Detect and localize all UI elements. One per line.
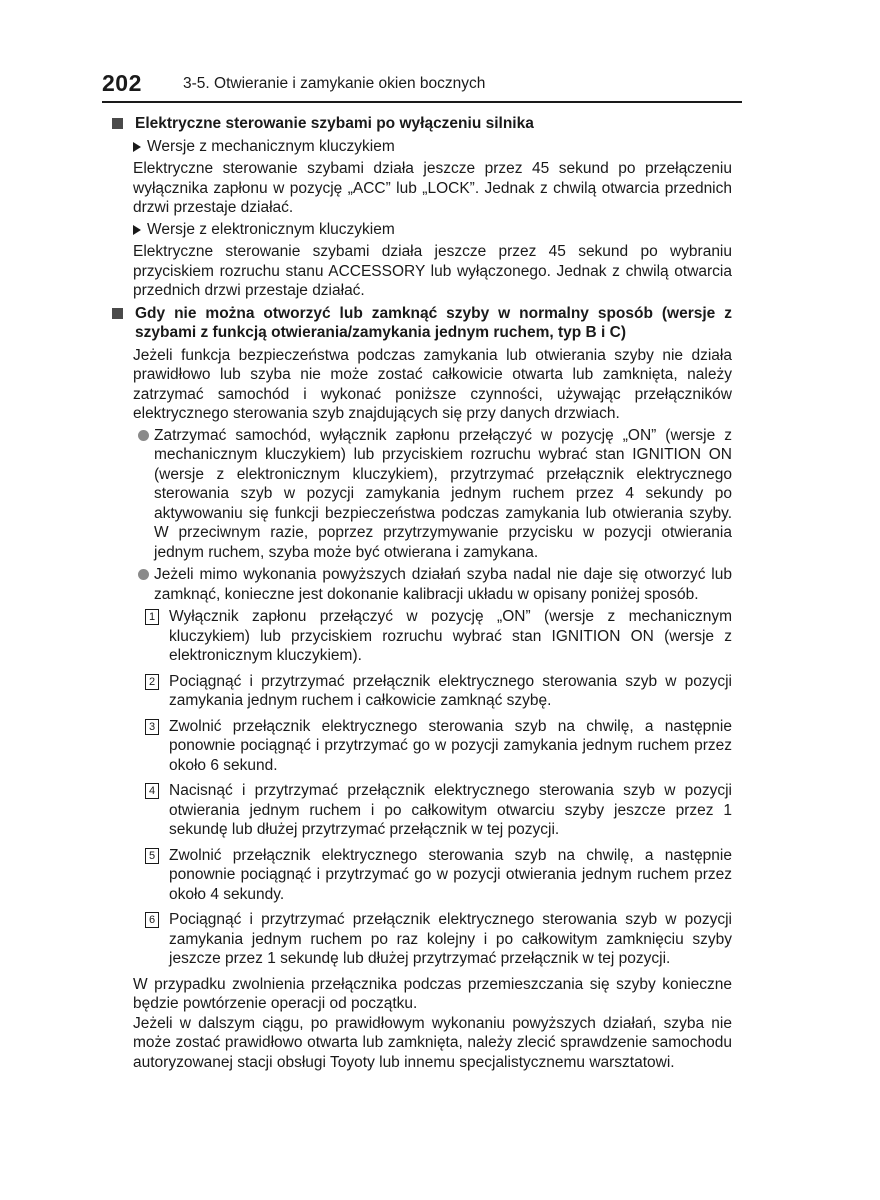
step-item xyxy=(145,846,732,905)
step-text: Zwolnić przełącznik elektrycznego sterowania szyb na chwilę, a następnie ponownie pociągnąć i przytrzymać go w pozycji zamykania jednym ruchem przez około 6 sekund. xyxy=(169,717,732,774)
bullet-text: Jeżeli mimo wykonania powyższych działań szyba nadal nie daje się otworzyć lub zamknąć, konieczne jest dokonanie kalibracji układu w opisany poniżej sposób. xyxy=(154,566,732,603)
step-text: Nacisnąć i przytrzymać przełącznik elektrycznego sterowania szyb w pozycji otwierania jednym ruchem i po całkowitym otwarciu szyby jeszcze przez 1 sekundę lub dłużej przytrzymać przełącznik w tej pozycji. xyxy=(169,782,732,838)
triangle-bullet-icon xyxy=(133,142,141,152)
step-number: 4 xyxy=(145,783,159,799)
circle-bullet-icon xyxy=(138,569,149,580)
section-title: Elektryczne sterowanie szybami po wyłączeniu silnika xyxy=(135,115,534,132)
list-item xyxy=(138,426,732,563)
step-number: 3 xyxy=(145,719,159,735)
step-text: Zwolnić przełącznik elektrycznego sterowania szyb na chwilę, a następnie ponownie pociągnąć i przytrzymać go w pozycji otwierania jednym ruchem przez około 4 sekundy. xyxy=(169,846,732,903)
step-item xyxy=(145,781,732,840)
subheading-electronic-key xyxy=(133,220,732,240)
step-item xyxy=(145,717,732,776)
bullet-text: Zatrzymać samochód, wyłącznik zapłonu przełączyć w pozycję „ON” (wersje z mechanicznym kluczykiem) lub przyciskiem rozruchu wybrać stan IGNITION ON (wersje z elektronicznym kluczykiem), przytrzymać przełącznik elektrycznego sterowania szyb w pozycji zamykania jednym ruchem przez 4 sekundy po aktywowaniu się funkcji bezpieczeństwa podczas zamykania lub otwierania szyby. W przeciwnym razie, poprzez przytrzymywanie przycisku w pozycji otwierania jednym ruchem, szyba może być otwierana i zamykana. xyxy=(154,426,732,561)
step-item xyxy=(145,910,732,969)
step-item xyxy=(145,672,732,711)
square-bullet-icon xyxy=(112,118,123,129)
subheading-label: Wersje z mechanicznym kluczykiem xyxy=(147,137,395,155)
subheading-mechanical-key xyxy=(133,137,732,157)
step-number: 5 xyxy=(145,848,159,864)
step-text: Pociągnąć i przytrzymać przełącznik elektrycznego sterowania szyb w pozycji zamykania jednym ruchem po raz kolejny i po całkowitym zamknięciu szyby jeszcze przez 1 sekundę lub dłużej przytrzymać przełącznik w tej pozycji. xyxy=(169,911,732,967)
subheading-label: Wersje z elektronicznym kluczykiem xyxy=(147,220,395,238)
page-content xyxy=(112,114,732,1072)
square-bullet-icon xyxy=(112,308,123,319)
page-number: 202 xyxy=(102,70,142,96)
header-rule xyxy=(102,101,742,103)
triangle-bullet-icon xyxy=(133,225,141,235)
step-text: Wyłącznik zapłonu przełączyć w pozycję „ON” (wersje z mechanicznym kluczykiem) lub przyciskiem rozruchu wybrać stan IGNITION ON (wersje z elektronicznym kluczykiem). xyxy=(169,608,732,664)
step-number: 1 xyxy=(145,609,159,625)
circle-bullet-icon xyxy=(138,430,149,441)
paragraph-note-repeat: W przypadku zwolnienia przełącznika podczas przemieszczania się szyby konieczne będzie powtórzenie operacji od początku. xyxy=(133,975,732,1012)
paragraph-intro: Jeżeli funkcja bezpieczeństwa podczas zamykania lub otwierania szyby nie działa prawidłowo lub szyba nie może zostać całkowicie otwarta lub zamknięta, należy zatrzymać samochód i wykonać poniższe czynności, używając przełączników elektrycznego sterowania szyb znajdujących się przy danych drzwiach. xyxy=(133,346,732,422)
section-title: Gdy nie można otworzyć lub zamknąć szyby w normalny sposób (wersje z szybami z funkcją otwierania/zamykania jednym ruchem, typ B i C) xyxy=(135,304,732,341)
paragraph-electronic-key: Elektryczne sterowanie szybami działa jeszcze przez 45 sekund po wybraniu przyciskiem rozruchu stanu ACCESSORY lub wyłączonego. Jednak z chwilą otwarcia przednich drzwi przestaje działać. xyxy=(133,243,732,299)
list-item xyxy=(138,565,732,604)
step-text: Pociągnąć i przytrzymać przełącznik elektrycznego sterowania szyb w pozycji zamykania jednym ruchem i całkowicie zamknąć szybę. xyxy=(169,672,732,709)
paragraph-note-service: Jeżeli w dalszym ciągu, po prawidłowym wykonaniu powyższych działań, szyba nie może zostać prawidłowo otwarta lub zamknięta, należy zlecić sprawdzenie samochodu autoryzowanej stacji obsługi Toyoty lub innemu specjalistycznemu warsztatowi. xyxy=(133,1014,732,1071)
section-heading-power-windows-after-engine-off xyxy=(112,114,732,134)
section-heading-window-not-working xyxy=(112,304,732,343)
paragraph-mechanical-key: Elektryczne sterowanie szybami działa jeszcze przez 45 sekund po przełączeniu wyłącznika zapłonu w pozycję „ACC” lub „LOCK”. Jednak z chwilą otwarcia przednich drzwi przestaje działać. xyxy=(133,160,732,216)
step-number: 6 xyxy=(145,912,159,928)
step-number: 2 xyxy=(145,674,159,690)
step-item xyxy=(145,607,732,666)
chapter-title: 3-5. Otwieranie i zamykanie okien bocznych xyxy=(183,75,486,92)
